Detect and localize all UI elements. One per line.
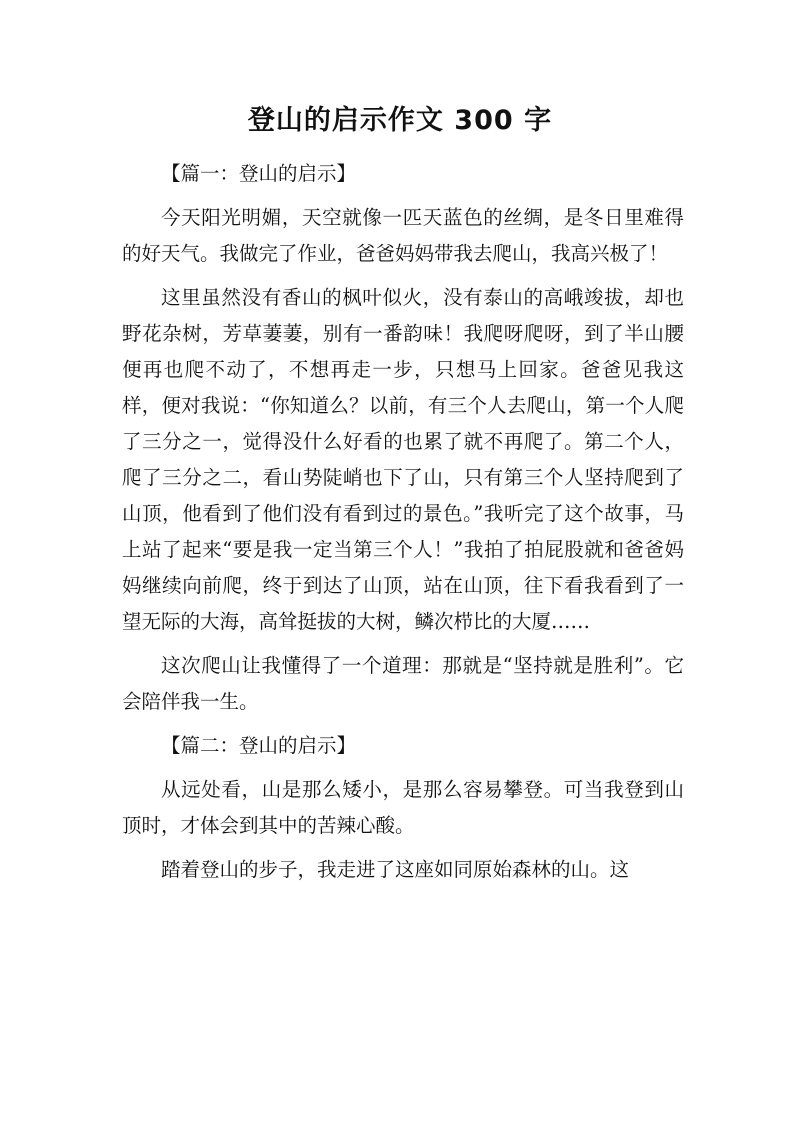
section-1-heading: 【篇一：登山的启示】 <box>161 162 357 185</box>
section-1-paragraph-1: 今天阳光明媚，天空就像一匹天蓝色的丝绸，是冬日里难得的好天气。我做完了作业，爸爸妈妈带我去爬山，我高兴极了！ <box>122 206 684 265</box>
document-title: 登山的启示作文 300 字 <box>247 105 553 136</box>
section-2-paragraph-2: 踏着登山的步子，我走进了这座如同原始森林的山。这 <box>161 858 630 881</box>
section-2-paragraph-1: 从远处看，山是那么矮小，是那么容易攀登。可当我登到山顶时，才体会到其中的苦辣心酸。 <box>122 778 684 837</box>
section-1-paragraph-2: 这里虽然没有香山的枫叶似火，没有泰山的高峨竣拔，却也野花杂树，芳草萋萋，别有一番韵味！我爬呀爬呀，到了半山腰便再也爬不动了，不想再走一步，只想马上回家。爸爸见我这样，便对我说：“你知道么？以前，有三个人去爬山，第一个人爬了三分之一，觉得没什么好看的也累了就不再爬了。第二个人，爬了三分之二，看山势陡峭也下了山，只有第三个人坚持爬到了山顶，他看到了他们没有看到过的景色。”我听完了这个故事，马上站了起来“要是我一定当第三个人！”我拍了拍屁股就和爸爸妈妈继续向前爬，终于到达了山顶，站在山顶，往下看我看到了一望无际的大海，高耸挺拔的大树，鳞次栉比的大厦…… <box>122 286 684 633</box>
section-1-paragraph-3: 这次爬山让我懂得了一个道理：那就是“坚持就是胜利”。它会陪伴我一生。 <box>122 654 684 713</box>
section-2-heading: 【篇二：登山的启示】 <box>161 734 357 757</box>
document-body <box>122 156 684 896</box>
